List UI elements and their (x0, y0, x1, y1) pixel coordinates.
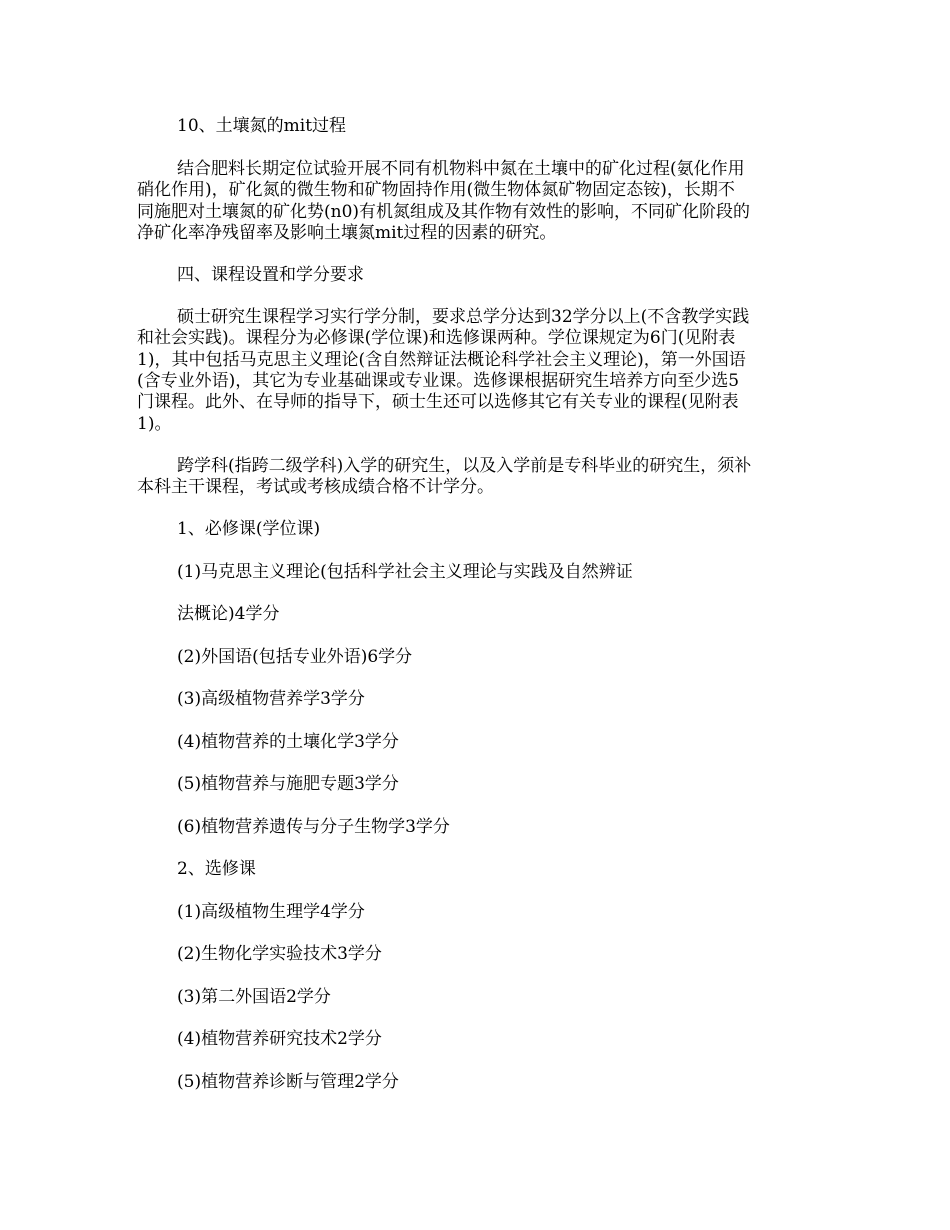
paragraph-line: 和社会实践)。课程分为必修课(学位课)和选修课两种。学位课规定为6门(见附表 (137, 328, 736, 348)
paragraph-line: 结合肥料长期定位试验开展不同有机物料中氮在土壤中的矿化过程(氨化作用 (177, 159, 745, 179)
required-courses-heading: 1、必修课(学位课) (177, 519, 321, 539)
paragraph-line: 跨学科(指跨二级学科)入学的研究生，以及入学前是专科毕业的研究生，须补 (177, 456, 752, 476)
paragraph-line: (含专业外语)，其它为专业基础课或专业课。选修课根据研究生培养方向至少选5 (137, 371, 740, 391)
paragraph-line: 本科主干课程，考试或考核成绩合格不计学分。 (137, 477, 494, 497)
section-heading-courses: 四、课程设置和学分要求 (177, 265, 364, 285)
paragraph-line: 同施肥对土壤氮的矿化势(n0)有机氮组成及其作物有效性的影响，不同矿化阶段的 (137, 202, 751, 222)
paragraph-line: 门课程。此外、在导师的指导下，硕士生还可以选修其它有关专业的课程(见附表 (137, 392, 739, 412)
paragraph-line: 1)。 (137, 414, 172, 434)
list-item: (5)植物营养与施肥专题3学分 (177, 774, 399, 794)
section-heading-soil-nitrogen: 10、土壤氮的mit过程 (177, 116, 347, 136)
list-item: (5)植物营养诊断与管理2学分 (177, 1072, 399, 1092)
list-item: (1)高级植物生理学4学分 (177, 902, 365, 922)
list-item: (3)第二外国语2学分 (177, 987, 331, 1007)
list-item: (4)植物营养研究技术2学分 (177, 1029, 382, 1049)
paragraph-line: 硕士研究生课程学习实行学分制，要求总学分达到32学分以上(不含教学实践 (177, 307, 750, 327)
list-item: (6)植物营养遗传与分子生物学3学分 (177, 817, 450, 837)
paragraph-line: 净矿化率净残留率及影响土壤氮mit过程的因素的研究。 (137, 223, 557, 243)
paragraph-line: 硝化作用)，矿化氮的微生物和矿物固持作用(微生物体氮矿物固定态铵)，长期不 (137, 180, 735, 200)
list-item: (3)高级植物营养学3学分 (177, 689, 365, 709)
list-item: (2)外国语(包括专业外语)6学分 (177, 647, 413, 667)
elective-courses-heading: 2、选修课 (177, 859, 256, 879)
list-item: 法概论)4学分 (177, 604, 280, 624)
list-item: (1)马克思主义理论(包括科学社会主义理论与实践及自然辨证 (177, 562, 633, 582)
paragraph-line: 1)，其中包括马克思主义理论(含自然辩证法概论科学社会主义理论)，第一外国语 (137, 350, 746, 370)
list-item: (4)植物营养的土壤化学3学分 (177, 732, 399, 752)
list-item: (2)生物化学实验技术3学分 (177, 944, 382, 964)
